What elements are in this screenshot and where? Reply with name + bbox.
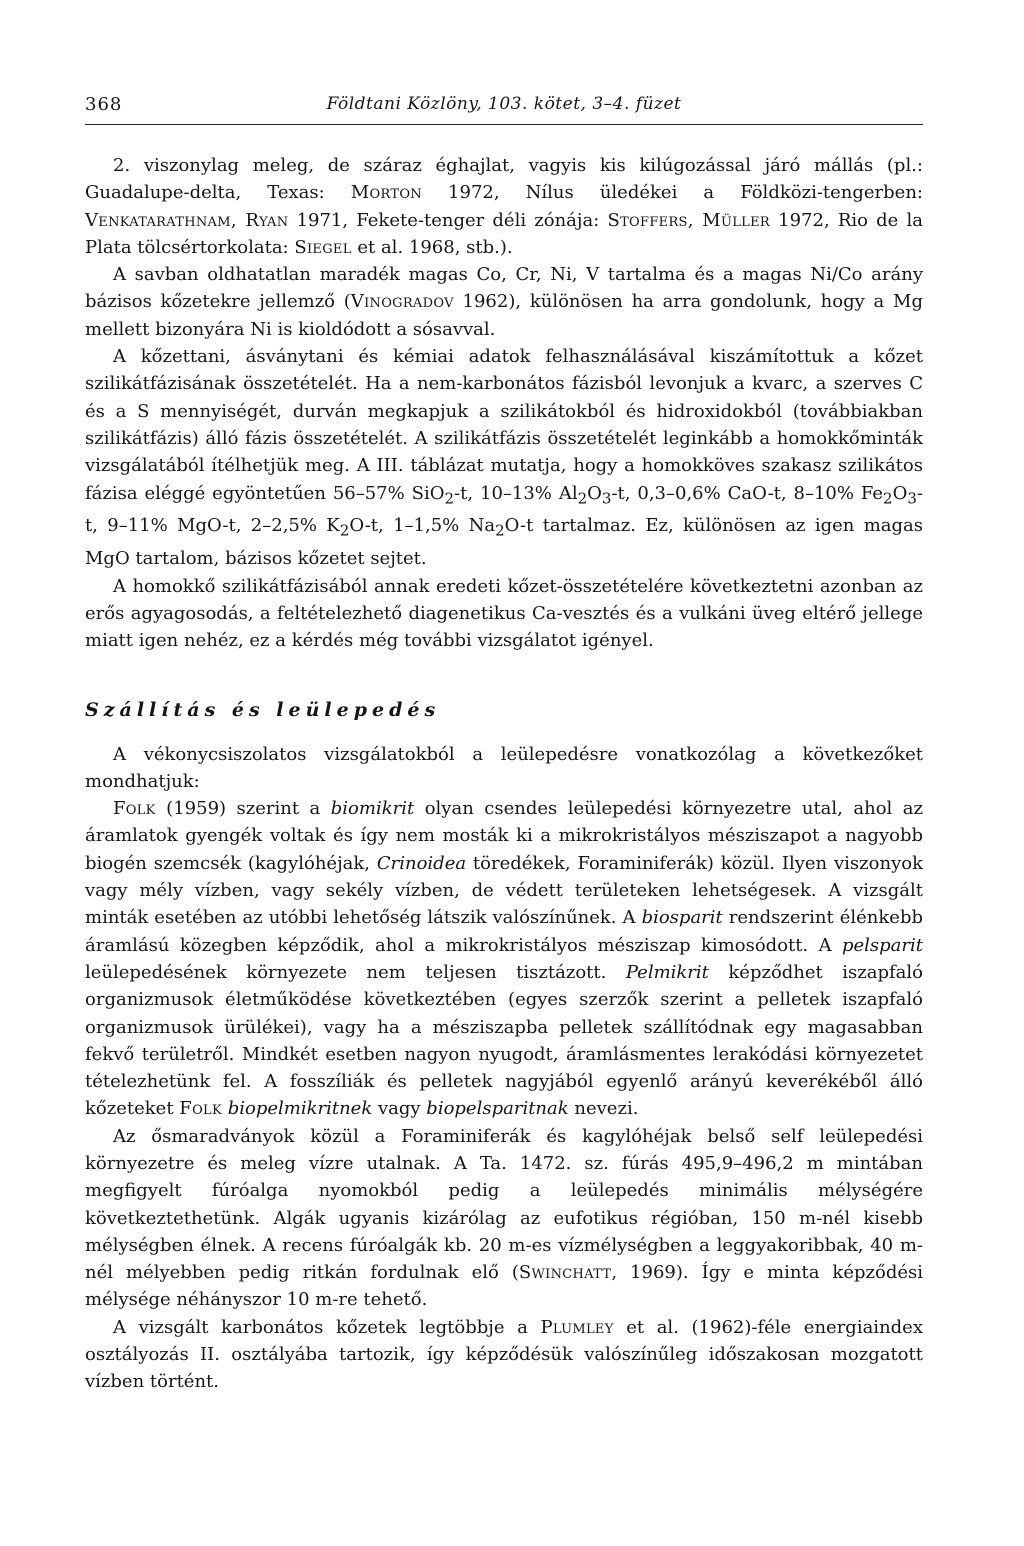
paragraph: A homokkő szilikátfázisából annak eredeti kőzet-összetételére következtetni azonban az erős agyagosodás, a feltételezhető diagenetikus Ca-vesztés és a vulkáni üveg eltérő jellege miatt igen nehéz, ez a kérdés még további vizsgálatot igényel. [85, 575, 923, 652]
paragraph: A kőzettani, ásványtani és kémiai adatok felhasználásával kiszámítottuk a kőzet szilikátfázisának összetételét. Ha a nem-karbonátos fázisból levonjuk a kvarc, a szerves C és a S mennyiségét, durván megkapjuk a szilikátokból és hidroxidokból (továbbiakban szilikátfázis) álló fázis összetételét. A szilikátfázis összetételét leginkább a homokkőminták vizsgálatából ítélhetjük meg. A III. táblázat mutatja, hogy a homokköves szakasz szilikátos fázisa eléggé egyöntetűen 56–57% SiO$_2$-t, 10–13% $Al_2O_3-t$, 0,3–0,6% CaO-t, 8–10% $Fe_2O_3-t$, 9–11% MgO-t, 2–2,5% $K_2O-t$, 1–1,5% $Na_2O-t$ tartalmaz. Ez, különösen az igen magas MgO tartalom, bázisos kőzetet sejtet. [85, 346, 924, 570]
paragraph: Az ősmaradványok közül a Foraminiferák és kagylóhéjak belső self leülepedési környezetre és meleg vízre utalnak. A Ta. 1472. sz. fúrás 495,9–496,2 m mintában megfigyelt fúróalga nyomokból pedig a leülepedés minimális mélységére következtethetünk. Algák ugyanis kizárólag az eufotikus régióban, 150 m-nél kisebb mélységben élnek. A recens fúróalgák kb. 20 m-es vízmélységben a leggyakoribbak, 40 m-nél mélyebben pedig ritkán fordulnak elő (Swinchatt, 1969). Így e minta képződési mélysége néhányszor 10 m-re tehető. [85, 1125, 924, 1311]
running-head: Földtani Közlöny, 103. kötet, 3–4. füzet [326, 94, 682, 114]
paragraph: Folk (1959) szerint a biomikrit olyan csendes leülepedési környezetre utal, ahol az áramlatok gyengék voltak és így nem mosták ki a mikrokristályos mésziszapot a nagyobb biogén szemcsék (kagylóhéjak, Crinoidea töredékek, Foraminiferák) közül. Ilyen viszonyok vagy mély vízben, vagy sekély vízben, de védett területeken lehetségesek. A vizsgált minták esetében az utóbbi lehetőség látszik valószínűnek. A biosparit rendszerint élénkebb áramlású közegben képződik, ahol a mikrokristályos mésziszap kimosódott. A pelsparit leülepedésének környezete nem teljesen tisztázott. Pelmikrit képződhet iszapfaló organizmusok életműködése következtében (egyes szerzők szerint a pelletek iszapfaló organizmusok ürülékei), vagy ha a mésziszapba pelletek szállítódnak egy magasabban fekvő területről. Mindkét esetben nagyon nyugodt, áramlásmentes lerakódási környezetet tételezhetünk fel. A fosszíliák és pelletek nagyjából egyenlő arányú keverékéből álló kőzeteket Folk biopelmikritnek vagy biopelsparitnak nevezi. [85, 798, 923, 1120]
section-title: Szállítás és leülepedés [85, 698, 441, 721]
paragraph: 2. viszonylag meleg, de száraz éghajlat, vagyis kis kilúgozással járó mállás (pl.: Guadalupe-delta, Texas: Morton 1972, Nílus üledékei a Földközi-tengerben: Venkatarathnam, Ryan 1971, Fekete-tenger déli zónája: Stoffers, Müller 1972, Rio de la Plata tölcsértorkolata: Siegel et al. 1968, stb.). [85, 155, 923, 258]
paragraph: A vékonycsiszolatos vizsgálatokból a leülepedésre vonatkozólag a következőket mondhatjuk: [85, 743, 923, 792]
paragraph: A savban oldhatatlan maradék magas Co, Cr, Ni, V tartalma és a magas Ni/Co arány bázisos kőzetekre jellemző (Vinogradov 1962), különösen ha arra gondolunk, hogy a Mg mellett bizonyára Ni is kioldódott a sósavval. [85, 264, 923, 340]
article-body [85, 152, 923, 1396]
page-header [85, 94, 923, 125]
page-number: 368 [85, 94, 123, 115]
paragraph: A vizsgált karbonátos kőzetek legtöbbje a Plumley et al. (1962)-féle energiaindex osztályozás II. osztályába tartozik, így képződésük valószínűleg időszakosan mozgatott vízben történt. [85, 1316, 923, 1393]
